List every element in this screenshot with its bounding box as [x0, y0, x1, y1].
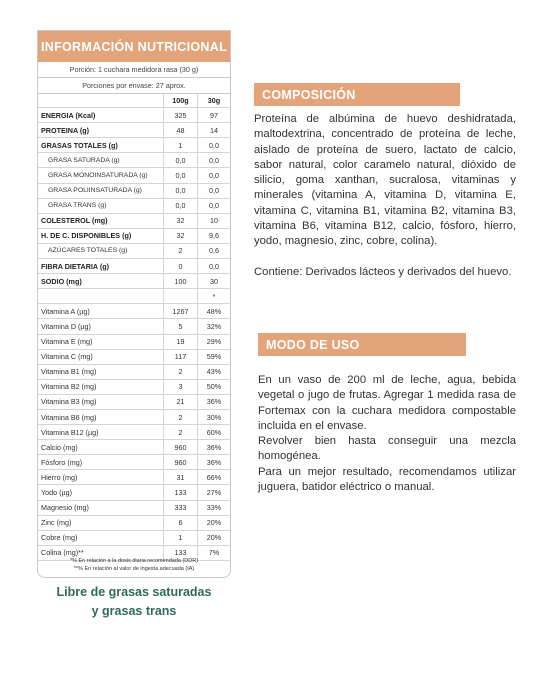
value-30g: 20% — [206, 518, 222, 528]
table-row — [38, 289, 230, 304]
nutrient-label: ENERGIA (Kcal) — [38, 108, 164, 122]
contains-text: Contiene: Derivados lácteos y derivados del huevo. — [254, 266, 512, 278]
nutrient-label: Vitamina C (mg) — [38, 350, 164, 364]
value-30g: 97 — [210, 110, 218, 120]
table-row — [38, 304, 230, 319]
table-header-row — [38, 93, 230, 108]
usage-section — [258, 373, 516, 495]
value-100g: 31 — [164, 470, 198, 484]
footnote-ddr: *% En relación a la dosis diaria recomendada (DDR) — [69, 558, 199, 564]
nutrient-label: Vitamina B2 (mg) — [38, 380, 164, 394]
contains-section — [254, 265, 516, 280]
table-row — [38, 485, 230, 500]
table-row — [38, 199, 230, 214]
value-30g: 36% — [206, 442, 222, 452]
nutrient-label: Vitamina B6 (mg) — [38, 410, 164, 424]
value-100g: 0,0 — [164, 199, 198, 213]
nutrient-label: COLESTEROL (mg) — [38, 214, 164, 228]
value-100g: 133 — [164, 546, 198, 560]
nutrient-label: Colina (mg)** — [38, 546, 164, 560]
table-row — [38, 153, 230, 168]
table-row — [38, 244, 230, 259]
value-100g: 5 — [164, 319, 198, 333]
value-30g: 32% — [206, 321, 222, 331]
nutrient-label: Fósforo (mg) — [38, 455, 164, 469]
nutrient-label: Vitamina E (mg) — [38, 335, 164, 349]
value-100g: 100 — [164, 274, 198, 288]
value-100g: 2 — [164, 425, 198, 439]
value-100g: 133 — [164, 485, 198, 499]
nutrient-label: Yodo (µg) — [38, 485, 164, 499]
footnote-ia: **% En relación al valor de ingesta adecuada (IA) — [73, 566, 195, 572]
servings-text: Porciones por envase: 27 aprox. — [38, 78, 230, 94]
value-100g: 2 — [164, 244, 198, 258]
table-row — [38, 229, 230, 244]
value-100g: 1 — [164, 138, 198, 152]
nutrient-label: Calcio (mg) — [38, 440, 164, 454]
nutrition-rows — [38, 93, 230, 561]
table-row — [38, 184, 230, 199]
nutrient-label: PROTEINA (g) — [38, 123, 164, 137]
value-100g: 19 — [164, 335, 198, 349]
nutrient-label: Vitamina D (µg) — [38, 319, 164, 333]
value-30g: 0,0 — [209, 155, 219, 165]
nutrient-label: Vitamina A (µg) — [38, 304, 164, 318]
table-row — [38, 380, 230, 395]
nutrient-label: GRASAS TOTALES (g) — [38, 138, 164, 152]
table-row — [38, 501, 230, 516]
nutrient-label: H. DE C. DISPONIBLES (g) — [38, 229, 164, 243]
value-100g: 1267 — [164, 304, 198, 318]
table-row — [38, 335, 230, 350]
value-30g: 10 — [210, 216, 218, 226]
caption-line-1: Libre de grasas saturadas — [56, 585, 212, 599]
table-row — [38, 274, 230, 289]
value-30g: 59% — [206, 352, 222, 362]
nutrient-label: GRASA POLIINSATURADA (g) — [38, 184, 164, 198]
value-100g: 0,0 — [164, 153, 198, 167]
value-30g: 36% — [206, 397, 222, 407]
value-100g: 32 — [164, 214, 198, 228]
value-30g: 20% — [206, 533, 222, 543]
value-30g: 66% — [206, 472, 222, 482]
footnotes — [38, 557, 230, 573]
value-100g: 2 — [164, 365, 198, 379]
nutrient-label: GRASA SATURADA (g) — [38, 153, 164, 167]
table-row — [38, 425, 230, 440]
table-row — [38, 319, 230, 334]
trans-fat-free-caption — [37, 583, 231, 621]
nutrient-label — [38, 289, 164, 303]
portion-text: Porción: 1 cuchara medidora rasa (30 g) — [38, 62, 230, 78]
value-30g: 0,0 — [209, 201, 219, 211]
composition-header: COMPOSICIÓN — [254, 83, 460, 106]
nutrient-label: FIBRA DIETARIA (g) — [38, 259, 164, 273]
value-30g: 7% — [208, 548, 220, 558]
nutrient-label: Zinc (mg) — [38, 516, 164, 530]
value-100g: 0,0 — [164, 184, 198, 198]
value-100g: 960 — [164, 440, 198, 454]
table-row — [38, 350, 230, 365]
value-30g: 9,6 — [209, 231, 219, 241]
header-blank — [38, 93, 164, 107]
nutrient-label: AZÚCARES TOTALES (g) — [38, 244, 164, 258]
value-100g: 48 — [164, 123, 198, 137]
value-30g: 0,0 — [209, 261, 219, 271]
usage-header: MODO DE USO — [258, 333, 466, 356]
value-100g: 2 — [164, 410, 198, 424]
value-30g: 60% — [206, 427, 222, 437]
value-30g: 0,0 — [209, 186, 219, 196]
value-100g — [164, 289, 198, 303]
table-row — [38, 259, 230, 274]
nutrient-label: SODIO (mg) — [38, 274, 164, 288]
table-row — [38, 123, 230, 138]
value-100g: 960 — [164, 455, 198, 469]
value-100g: 333 — [164, 501, 198, 515]
table-row — [38, 168, 230, 183]
table-row — [38, 214, 230, 229]
caption-line-2: y grasas trans — [91, 604, 177, 618]
header-100g: 100g — [164, 93, 198, 107]
value-100g: 3 — [164, 380, 198, 394]
nutrient-label: Vitamina B1 (mg) — [38, 365, 164, 379]
value-100g: 0,0 — [164, 168, 198, 182]
value-100g: 0 — [164, 259, 198, 273]
table-row — [38, 516, 230, 531]
value-30g: 33% — [206, 503, 222, 513]
value-30g: 48% — [206, 306, 222, 316]
value-30g: 43% — [206, 367, 222, 377]
table-row — [38, 138, 230, 153]
nutrition-title: INFORMACIÓN NUTRICIONAL — [38, 31, 230, 62]
usage-step-1: En un vaso de 200 ml de leche, agua, bebida vegetal o jugo de frutas. Agregar 1 medida rasa de Fortemax con la cuchara medidora compostable incluida en el envase. — [258, 374, 516, 432]
nutrient-label: Vitamina B12 (µg) — [38, 425, 164, 439]
value-30g: 30% — [206, 412, 222, 422]
table-row — [38, 395, 230, 410]
value-30g: 30 — [210, 276, 218, 286]
table-row — [38, 455, 230, 470]
table-row — [38, 108, 230, 123]
value-30g: 27% — [206, 487, 222, 497]
nutrient-label: Magnesio (mg) — [38, 501, 164, 515]
value-30g: 50% — [206, 382, 222, 392]
value-100g: 325 — [164, 108, 198, 122]
value-30g: 29% — [206, 337, 222, 347]
value-100g: 6 — [164, 516, 198, 530]
value-30g: 0,6 — [209, 246, 219, 256]
value-30g: 0,0 — [209, 140, 219, 150]
nutrient-label: GRASA MONOINSATURADA (g) — [38, 168, 164, 182]
value-100g: 32 — [164, 229, 198, 243]
table-row — [38, 470, 230, 485]
usage-step-2: Revolver bien hasta conseguir una mezcla homogénea. — [258, 435, 516, 463]
nutrient-label: Hierro (mg) — [38, 470, 164, 484]
value-100g: 21 — [164, 395, 198, 409]
header-30g: 30g — [207, 95, 221, 105]
table-row — [38, 531, 230, 546]
value-30g: * — [212, 291, 216, 301]
value-100g: 1 — [164, 531, 198, 545]
value-100g: 117 — [164, 350, 198, 364]
composition-section — [254, 112, 516, 250]
value-30g: 14 — [210, 125, 218, 135]
table-row — [38, 365, 230, 380]
value-30g: 0,0 — [209, 171, 219, 181]
nutrient-label: GRASA TRANS (g) — [38, 199, 164, 213]
usage-step-3: Para un mejor resultado, recomendamos utilizar juguera, batidor eléctrico o manual. — [258, 465, 516, 494]
value-30g: 36% — [206, 457, 222, 467]
nutrient-label: Cobre (mg) — [38, 531, 164, 545]
nutrition-facts-table — [37, 30, 231, 578]
composition-text: Proteína de albúmina de huevo deshidratada, maltodextrina, concentrado de proteína de leche, aislado de proteína de suero, lactato de calcio, sabor natural, color caramelo natural, dióxido de silicio, goma xanthan, sucralosa, vitaminas y minerales (vitamina A, vitamina D, vitamina E, vitamina C, vitamina B1, vitamina B2, vitamina B3, vitamina B6, vitamina B12, calcio, fósforo, hierro, yodo, magnesio, zinc, cobre, colina). — [254, 113, 516, 248]
nutrient-label: Vitamina B3 (mg) — [38, 395, 164, 409]
table-row — [38, 440, 230, 455]
table-row — [38, 410, 230, 425]
